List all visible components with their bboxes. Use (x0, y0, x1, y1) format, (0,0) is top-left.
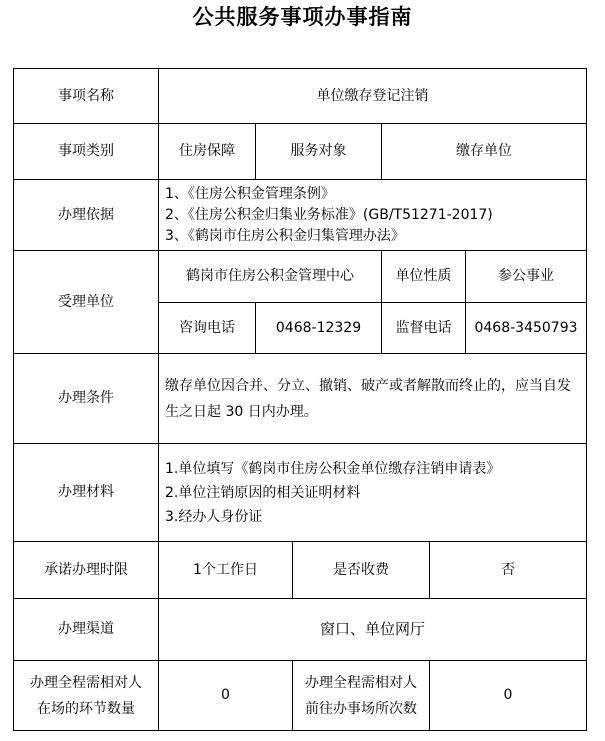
materials-list (158, 443, 587, 541)
item-category-label: 事项类别 (13, 123, 158, 179)
accepting-unit-label: 受理单位 (13, 250, 158, 353)
page-title: 公共服务事项办事指南 (192, 5, 413, 29)
basis-item: 2、《住房公积金归集业务标准》(GB/T51271-2017) (165, 206, 493, 223)
conditions-text: 缴存单位因合并、分立、撤销、破产或者解散而终止的，应当自发生之日起 30 日内办理。 (158, 353, 587, 443)
basis-item: 1、《住房公积金管理条例》 (165, 185, 335, 202)
item-category-value: 住房保障 (158, 123, 255, 179)
basis-item: 3、《鹤岗市住房公积金归集管理办法》 (165, 227, 405, 244)
consult-phone-label: 咨询电话 (158, 302, 255, 353)
service-target-label: 服务对象 (255, 123, 381, 179)
visit-count-label (292, 660, 429, 731)
item-name-value: 单位缴存登记注销 (158, 68, 587, 123)
materials-item: 2.单位注销原因的相关证明材料 (165, 484, 361, 501)
presence-label-line: 办理全程需相对人 (30, 674, 142, 691)
time-limit-label: 承诺办理时限 (13, 541, 158, 598)
presence-label-line: 在场的环节数量 (37, 700, 135, 717)
materials-label: 办理材料 (13, 443, 158, 541)
visit-count-label-line: 前往办事场所次数 (305, 700, 417, 717)
basis-label: 办理依据 (13, 179, 158, 250)
supervise-phone-value: 0468-3450793 (465, 302, 587, 353)
unit-nature-label: 单位性质 (381, 250, 465, 302)
service-guide-table (13, 68, 587, 731)
materials-item: 1.单位填写《鹤岗市住房公积金单位缴存注销申请表》 (165, 460, 501, 477)
time-limit-value: 1个工作日 (158, 541, 292, 598)
fee-value: 否 (429, 541, 587, 598)
visit-count-label-line: 办理全程需相对人 (305, 674, 417, 691)
supervise-phone-label: 监督电话 (381, 302, 465, 353)
channel-value: 窗口、单位网厅 (158, 598, 587, 660)
service-target-value: 缴存单位 (381, 123, 587, 179)
conditions-label: 办理条件 (13, 353, 158, 443)
unit-nature-value: 参公事业 (465, 250, 587, 302)
channel-label: 办理渠道 (13, 598, 158, 660)
materials-item: 3.经办人身份证 (165, 508, 263, 525)
visit-count-value: 0 (429, 660, 587, 731)
basis-list (158, 179, 587, 250)
presence-label (13, 660, 158, 731)
consult-phone-value: 0468-12329 (255, 302, 381, 353)
fee-label: 是否收费 (292, 541, 429, 598)
presence-value: 0 (158, 660, 292, 731)
accepting-unit-name: 鹤岗市住房公积金管理中心 (158, 250, 381, 302)
item-name-label: 事项名称 (13, 68, 158, 123)
